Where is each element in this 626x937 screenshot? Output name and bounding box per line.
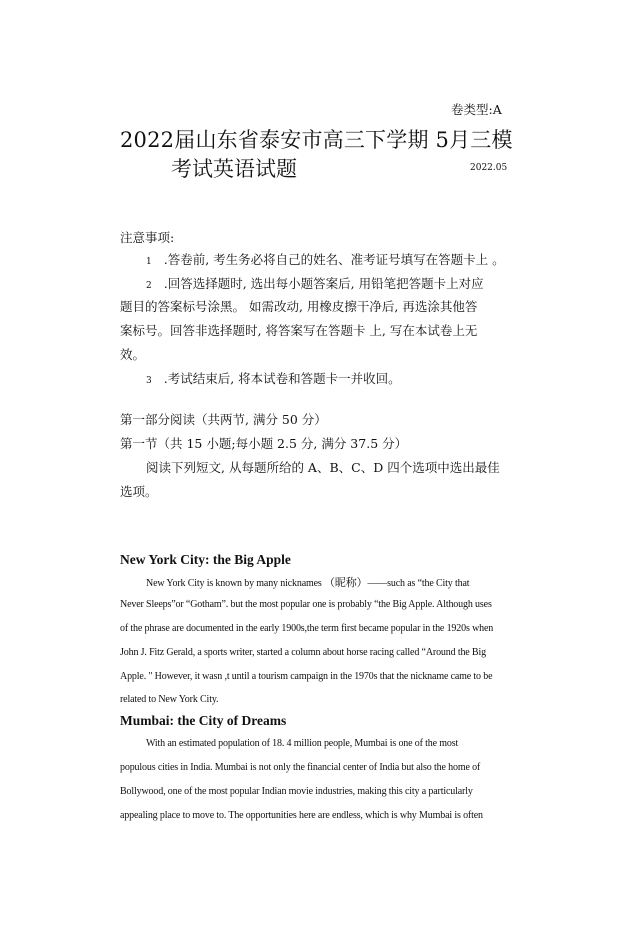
part-heading: 第一部分阅读（共两节, 满分 50 分） — [120, 412, 327, 427]
note-text: .答卷前, 考生务必将自己的姓名、准考证号填写在答题卡上 。 — [163, 252, 505, 267]
passage-line: John J. Fitz Gerald, a sports writer, started a column about horse racing called “Around the Big — [120, 647, 486, 658]
passage-inline-chinese: （昵称） — [324, 576, 368, 589]
paper-type: 卷类型:A — [451, 102, 502, 117]
passage-line: Apple. " However, it wasn ,t until a tourism campaign in the 1970s that the nickname came to be — [120, 671, 493, 682]
note-text: .考试结束后, 将本试卷和答题卡一并收回。 — [163, 371, 401, 386]
passage-heading-mumbai: Mumbai: the City of Dreams — [120, 713, 287, 728]
instruction-line-1: 阅读下列短文, 从每题所给的 A、B、C、D 四个选项中选出最佳 — [146, 460, 500, 475]
note-item-2-line-4: 效。 — [120, 347, 146, 362]
note-number: 2 — [146, 281, 152, 291]
note-number: 1 — [146, 257, 152, 267]
passage-line: Bollywood, one of the most popular Indian movie industries, making this city a particularly — [120, 786, 473, 797]
subsection-heading: 第一节（共 15 小题;每小题 2.5 分, 满分 37.5 分） — [120, 436, 408, 451]
passage-text: New York City is known by many nicknames — [146, 578, 322, 589]
instruction-line-2: 选项。 — [120, 484, 158, 499]
note-item-2-line-2: 题目的答案标号涂黑。 如需改动, 用橡皮擦干净后, 再选涂其他答 — [120, 299, 478, 314]
passage-line: appealing place to move to. The opportunities here are endless, which is why Mumbai is often — [120, 810, 483, 821]
title-line-2: 考试英语试题 — [171, 157, 297, 181]
notes-heading: 注意事项: — [120, 230, 175, 245]
passage-line: related to New York City. — [120, 694, 219, 705]
note-item-3 — [146, 369, 401, 387]
note-item-2 — [146, 274, 484, 292]
note-item-1 — [146, 250, 505, 268]
exam-date: 2022.05 — [470, 163, 508, 173]
title-line-1: 2022届山东省泰安市高三下学期 5月三模 — [120, 128, 513, 152]
passage-line — [146, 574, 469, 590]
passage-line: With an estimated population of 18. 4 million people, Mumbai is one of the most — [146, 738, 459, 749]
passage-heading-new-york: New York City: the Big Apple — [120, 552, 291, 567]
note-item-2-line-3: 案标号。回答非选择题时, 将答案写在答题卡 上, 写在本试卷上无 — [120, 323, 478, 338]
note-number: 3 — [146, 376, 152, 386]
passage-text: ——such as “the City that — [367, 578, 470, 589]
passage-line: populous cities in India. Mumbai is not only the financial center of India but also the home of — [120, 762, 481, 773]
note-text: .回答选择题时, 选出每小题答案后, 用铅笔把答题卡上对应 — [163, 276, 484, 291]
passage-line: Never Sleeps”or “Gotham”. but the most popular one is probably “the Big Apple. Although uses — [120, 599, 492, 610]
passage-line: of the phrase are documented in the early 1900s,the term first became popular in the 1920s when — [120, 623, 494, 634]
